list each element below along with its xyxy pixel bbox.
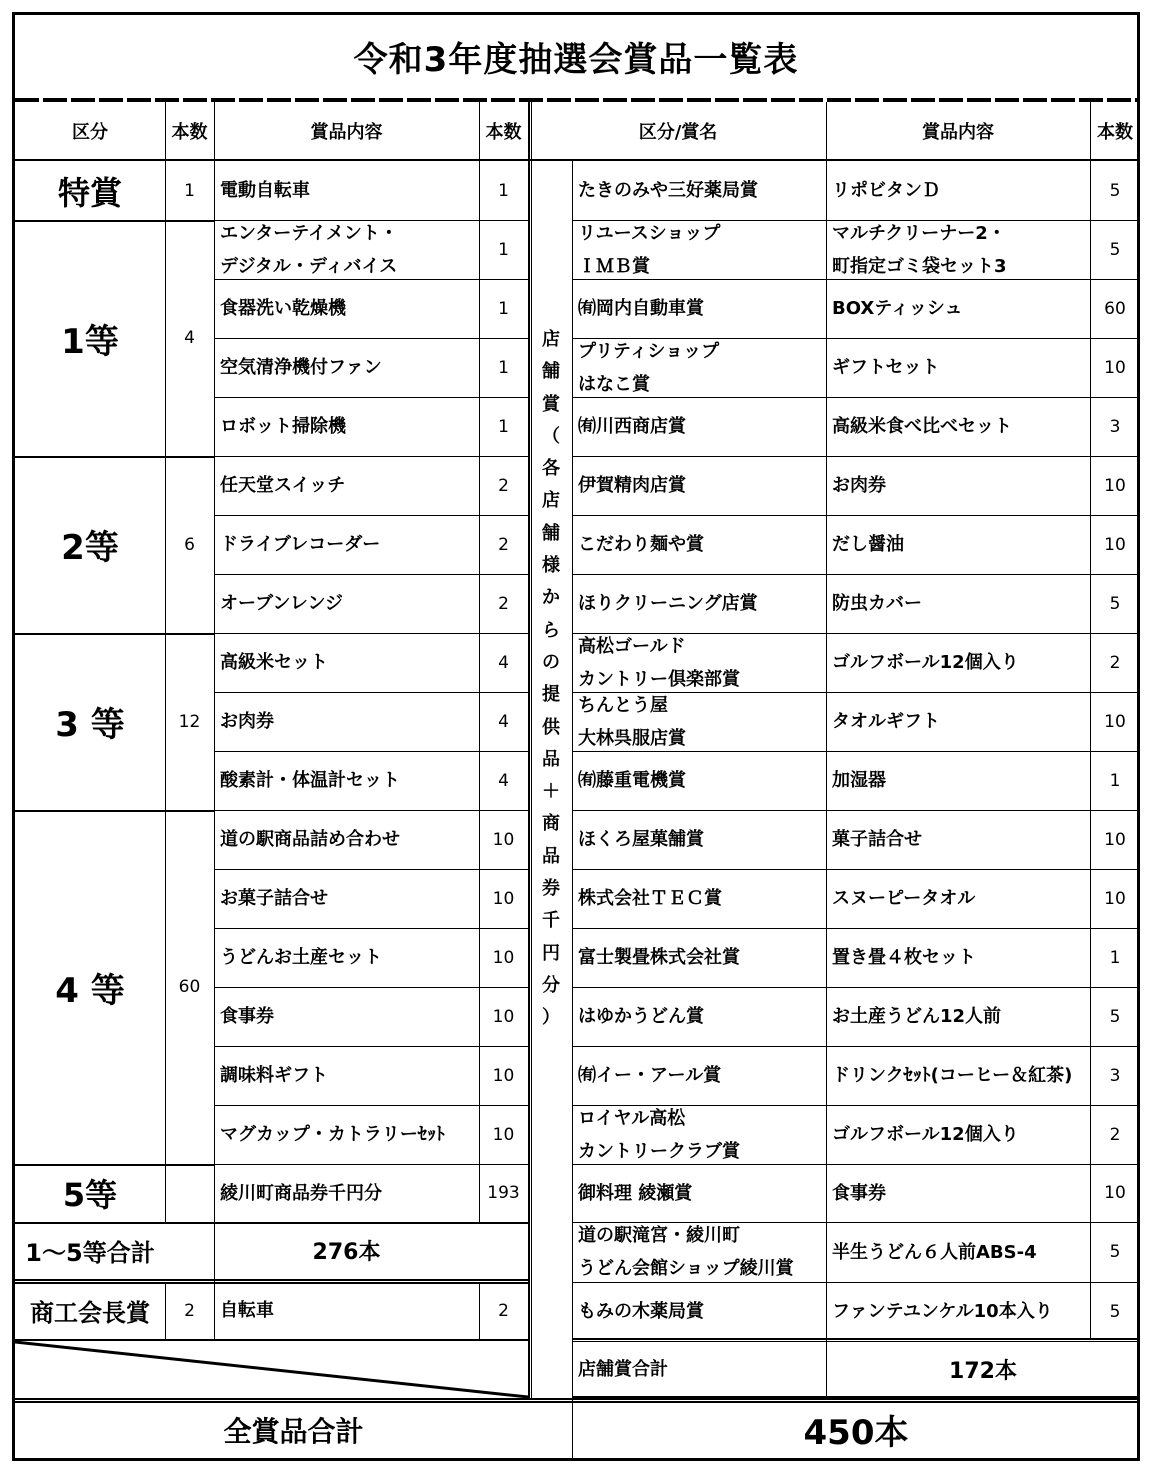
store-category-char: 舗 [542, 361, 560, 383]
grand-total-label: 全賞品合計 [223, 1414, 364, 1448]
store-prize-qty: 10 [1104, 888, 1126, 909]
store-total-label: 店舗賞合計 [578, 1358, 668, 1380]
prize-content: オーブンレンジ [220, 593, 344, 614]
store-category-char: 円 [542, 942, 560, 964]
store-prize-name: ㈲岡内自動車賞 [578, 298, 704, 319]
prize-content: 食器洗い乾燥機 [220, 298, 346, 319]
left-header-category: 区分 [72, 121, 108, 143]
store-category-char: 舗 [542, 522, 560, 544]
prize-content: うどんお土産セット [220, 947, 382, 968]
prize-qty: 1 [498, 180, 509, 201]
store-prize-content: 高級米食べ比べセット [832, 416, 1012, 437]
store-prize-qty: 5 [1109, 239, 1121, 260]
prize-qty: 4 [498, 652, 509, 673]
store-prize-name: ㈲川西商店賞 [578, 416, 686, 437]
store-prize-content: BOXティッシュ [832, 298, 963, 319]
prize-qty: 1 [498, 298, 509, 319]
prize-qty: 1 [498, 357, 509, 378]
store-prize-content: ギフトセット [832, 357, 940, 378]
store-category-char: 様 [542, 555, 560, 577]
store-prize-qty: 10 [1104, 1183, 1126, 1203]
right-header-category: 区分/賞名 [638, 121, 718, 143]
store-prize-qty: 60 [1104, 298, 1126, 319]
store-category-char: 品 [542, 748, 560, 770]
prize-content: 調味料ギフト [220, 1065, 328, 1086]
chamber-prize-count: 2 [184, 1300, 195, 1321]
prize-group-label: 4 等 [55, 970, 125, 1011]
store-prize-qty: 3 [1109, 1065, 1121, 1086]
prize-group-count: 4 [184, 328, 195, 348]
chamber-prize-label: 商工会長賞 [30, 1299, 150, 1327]
prize-group-count: 12 [178, 711, 201, 732]
diagonal-strike [15, 1340, 530, 1400]
store-prize-name: ちんとう屋 大林呉服店賞 [578, 694, 686, 749]
store-category-char: 提 [542, 684, 560, 706]
store-prize-qty: 10 [1104, 357, 1126, 378]
store-prize-content: だし醤油 [832, 534, 904, 555]
store-prize-qty: 5 [1109, 593, 1121, 614]
store-prize-qty: 5 [1109, 1006, 1121, 1027]
store-prize-name: 富士製畳株式会社賞 [578, 947, 740, 968]
prize-qty: 2 [498, 534, 509, 555]
store-prize-name: ほりクリーニング店賞 [578, 593, 758, 614]
store-prize-content: 菓子詰合せ [832, 829, 922, 850]
store-prize-content: タオルギフト [832, 711, 940, 732]
prize-content: 酸素計・体温計セット [220, 770, 400, 791]
store-prize-content: ファンテユンケル10本入り [832, 1301, 1053, 1322]
store-total-value: 172本 [949, 1358, 1017, 1384]
store-prize-name: 株式会社ＴＥＣ賞 [578, 888, 722, 909]
store-category-char: （ [542, 425, 560, 447]
left-header-count: 本数 [171, 121, 208, 143]
store-prize-qty: 3 [1109, 416, 1121, 437]
prize-qty: 4 [498, 770, 509, 791]
store-prize-qty: 10 [1104, 711, 1126, 732]
left-header-content: 賞品内容 [310, 121, 383, 143]
prize-qty: 10 [492, 888, 515, 909]
store-prize-name: ㈲イー・アール賞 [578, 1065, 722, 1086]
prize-qty: 10 [492, 1124, 515, 1145]
store-prize-name: ㈲藤重電機賞 [578, 770, 686, 791]
prize-content: マグカップ・カトラリーｾｯﾄ [220, 1124, 445, 1145]
store-category-char: ら [542, 619, 560, 641]
store-category-char: か [542, 587, 560, 609]
store-prize-content: お土産うどん12人前 [832, 1006, 1002, 1027]
store-prize-name: リユースショップ ＩＭＢ賞 [578, 222, 721, 277]
store-prize-qty: 2 [1109, 652, 1121, 673]
prize-group-count: 60 [178, 977, 201, 997]
store-prize-qty: 1 [1109, 770, 1121, 791]
prize-content: エンターテイメント・ デジタル・ディバイス [220, 222, 398, 277]
chamber-prize-content: 自転車 [220, 1300, 274, 1321]
store-category-char: 券 [542, 878, 560, 900]
prize-group-label: 2等 [61, 528, 119, 568]
store-prize-content: 置き畳４枚セット [832, 947, 976, 968]
prize-content: 道の駅商品詰め合わせ [220, 829, 400, 850]
prize-qty: 193 [487, 1183, 520, 1203]
store-prize-content: 食事券 [832, 1182, 886, 1204]
store-prize-content: ゴルフボール12個入り [832, 1124, 1019, 1145]
store-prize-qty: 5 [1109, 1242, 1121, 1262]
store-prize-name: 伊賀精肉店賞 [578, 475, 686, 496]
prize-group-label: 5等 [62, 1176, 118, 1214]
store-prize-qty: 10 [1104, 475, 1126, 496]
store-prize-content: リポビタンＤ [832, 180, 940, 201]
subtotal-label: 1～5等合計 [25, 1239, 155, 1267]
store-prize-qty: 1 [1109, 947, 1121, 968]
store-category-char: ＋ [542, 781, 560, 803]
store-prize-name: 高松ゴールド カントリー倶楽部賞 [578, 635, 740, 690]
prize-content: 電動自転車 [220, 180, 310, 201]
store-category-char: 品 [542, 845, 560, 867]
store-category-char: 商 [542, 813, 560, 835]
store-prize-content: ゴルフボール12個入り [832, 652, 1019, 673]
store-prize-content: スヌーピータオル [832, 888, 976, 909]
prize-group-label: 特賞 [57, 173, 122, 212]
store-category-char: 千 [542, 910, 560, 932]
prize-qty: 10 [492, 1065, 515, 1086]
prize-qty: 4 [498, 711, 509, 732]
prize-qty: 10 [492, 1006, 515, 1027]
prize-content: ロボット掃除機 [220, 416, 346, 437]
store-category-char: 供 [542, 716, 560, 738]
store-prize-name: 道の駅滝宮・綾川町 うどん会館ショップ綾川賞 [578, 1225, 794, 1279]
store-category-char: 各 [542, 458, 560, 480]
prize-qty: 1 [498, 416, 509, 437]
subtotal-value: 276本 [312, 1240, 381, 1265]
prize-content: お肉券 [220, 711, 274, 732]
prize-content: 空気清浄機付ファン [220, 357, 382, 378]
store-prize-qty: 5 [1109, 1301, 1121, 1322]
prize-content: 任天堂スイッチ [220, 475, 346, 496]
prize-content: お菓子詰合せ [220, 888, 328, 909]
store-prize-name: もみの木薬局賞 [578, 1301, 704, 1322]
right-header-content: 賞品内容 [922, 121, 994, 143]
store-category-char: の [542, 651, 560, 673]
chamber-prize-qty: 2 [498, 1300, 509, 1321]
prize-content: 高級米セット [220, 652, 328, 673]
store-prize-name: 御料理 綾瀬賞 [578, 1182, 693, 1204]
store-category-char: ） [542, 1007, 560, 1029]
prize-content: ドライブレコーダー [220, 534, 381, 555]
prize-content: 綾川町商品券千円分 [220, 1182, 382, 1204]
store-prize-qty: 2 [1109, 1124, 1121, 1145]
prize-qty: 2 [498, 475, 509, 496]
store-category-char: 賞 [542, 393, 560, 415]
store-category-char: 分 [542, 974, 560, 996]
prize-content: 食事券 [220, 1006, 274, 1027]
prize-qty: 1 [498, 239, 509, 260]
prize-group-label: 3 等 [55, 705, 125, 745]
store-prize-name: たきのみや三好薬局賞 [578, 180, 758, 201]
store-prize-content: マルチクリーナー2・ 町指定ゴミ袋セット3 [832, 222, 1007, 277]
store-prize-name: ロイヤル高松 カントリークラブ賞 [578, 1107, 740, 1162]
store-category-label [532, 324, 570, 1164]
store-category-char: 店 [542, 490, 560, 512]
store-prize-qty: 5 [1109, 180, 1121, 201]
prize-group-count [165, 1164, 214, 1222]
store-prize-content: お肉券 [832, 475, 886, 496]
store-prize-content: 防虫カバー [832, 593, 922, 614]
store-prize-name: はゆかうどん賞 [578, 1006, 704, 1027]
prize-qty: 2 [498, 593, 509, 614]
page-title: 令和3年度抽選会賞品一覧表 [353, 39, 799, 80]
left-header-qty: 本数 [485, 121, 522, 143]
store-prize-name: こだわり麺や賞 [578, 534, 704, 555]
prize-qty: 10 [492, 829, 515, 850]
store-prize-content: ドリンクｾｯﾄ(コーヒー＆紅茶) [832, 1065, 1073, 1086]
store-prize-qty: 10 [1104, 829, 1126, 850]
store-prize-name: プリティショップ はなこ賞 [578, 340, 720, 395]
prize-group-label: 1等 [61, 321, 119, 362]
prize-group-count: 6 [184, 534, 195, 555]
store-prize-content: 加湿器 [832, 770, 886, 791]
prize-group-count: 1 [184, 180, 195, 201]
store-prize-content: 半生うどん６人前ABS-4 [832, 1241, 1037, 1263]
right-header-qty: 本数 [1097, 121, 1133, 143]
prize-qty: 10 [492, 947, 515, 968]
store-prize-name: ほくろ屋菓舗賞 [578, 829, 704, 850]
store-prize-qty: 10 [1104, 534, 1126, 555]
store-category-char: 店 [542, 329, 560, 350]
grand-total-value: 450本 [803, 1413, 909, 1453]
